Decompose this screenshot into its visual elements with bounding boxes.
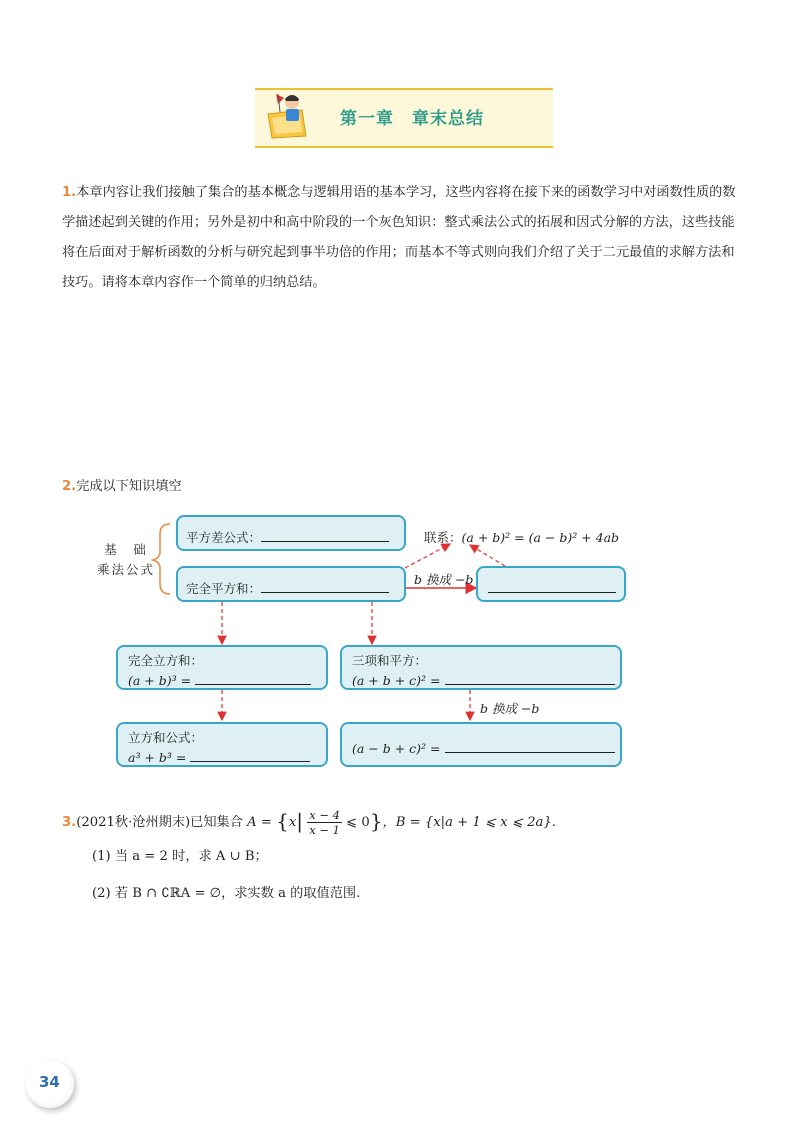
brace-right: } (369, 809, 383, 833)
leq-zero: ⩽ 0 (346, 815, 370, 830)
set-b: ，B = {x|a + 1 ⩽ x ⩽ 2a}. (382, 815, 556, 830)
box-three-term-neg (340, 722, 622, 767)
box-formula: (a + b)³ = (128, 673, 192, 688)
box-label: 完全立方和： (128, 653, 204, 668)
side-label-line-1: 基 础 (104, 542, 148, 557)
side-label-line-2: 乘法公式 (96, 562, 155, 577)
question-number: 3. (62, 815, 77, 830)
bar-separator: | (296, 809, 304, 833)
question-number: 1. (62, 185, 77, 200)
fill-blank[interactable] (445, 670, 615, 685)
substitute-label-1: b 换成 −b (414, 572, 474, 587)
box-label: 平方差公式： (186, 530, 262, 545)
question-1-text: 本章内容让我们接触了集合的基本概念与逻辑用语的基本学习，这些内容将在接下来的函数学习中对函数性质的数学描述起到关键的作用；另外是初中和高中阶段的一个灰色知识：整式乘法公式的拓展和因式分解的方法，这些技能将在后面对于解析函数的分析与研究起到事半功倍的作用；而基本不等式则向我们介绍了关于二元最值的求解方法和技巧。请将本章内容作一个简单的归纳总结。 (62, 185, 736, 290)
question-3-part-1: (1) 当 a = 2 时，求 A ∪ B； (92, 849, 268, 864)
box-label: 三项和平方： (352, 653, 428, 668)
page-number-badge (26, 1060, 74, 1108)
box-cube-sum (116, 722, 328, 767)
curly-brace (153, 524, 170, 594)
relation-label: 联系： (424, 530, 462, 545)
box-formula: (a + b + c)² = (352, 673, 441, 688)
set-var: x (288, 815, 297, 830)
relation-formula: (a + b)² = (a − b)² + 4ab (461, 530, 620, 545)
box-cube (116, 645, 328, 690)
box-perfect-square-neg (476, 566, 626, 602)
fraction-numerator: x − 4 (309, 808, 340, 822)
arrow-relation-left (405, 544, 450, 568)
question-3 (62, 808, 556, 837)
fill-blank[interactable] (488, 578, 616, 593)
substitute-label-2: b 换成 −b (480, 701, 540, 716)
fraction-denominator: x − 1 (309, 823, 340, 837)
fraction (307, 808, 342, 837)
box-three-term (340, 645, 622, 690)
fill-blank[interactable] (195, 670, 311, 685)
box-formula: a³ + b³ = (128, 750, 187, 765)
box-formula: (a − b + c)² = (352, 741, 441, 756)
set-a-label: A = (247, 815, 272, 830)
question-2-text: 完成以下知识填空 (76, 479, 182, 494)
question-3-part-2: (2) 若 B ∩ ∁ℝA = ∅，求实数 a 的取值范围. (92, 886, 361, 901)
question-3-source: (2021秋·沧州期末)已知集合 (76, 815, 243, 830)
fill-blank[interactable] (445, 738, 615, 753)
chapter-title: 第一章 章末总结 (340, 109, 484, 129)
fill-blank[interactable] (190, 747, 310, 762)
fill-blank[interactable] (261, 527, 389, 542)
question-number: 2. (62, 479, 77, 494)
page-number: 34 (39, 1073, 60, 1091)
relation-text (424, 528, 619, 546)
fill-blank[interactable] (261, 578, 389, 593)
brace-left: { (276, 809, 289, 833)
box-perfect-square (176, 566, 406, 602)
box-square-difference (176, 515, 406, 551)
box-label: 立方和公式： (128, 730, 204, 745)
arrow-relation-right (470, 545, 505, 566)
box-label: 完全平方和： (186, 581, 262, 596)
